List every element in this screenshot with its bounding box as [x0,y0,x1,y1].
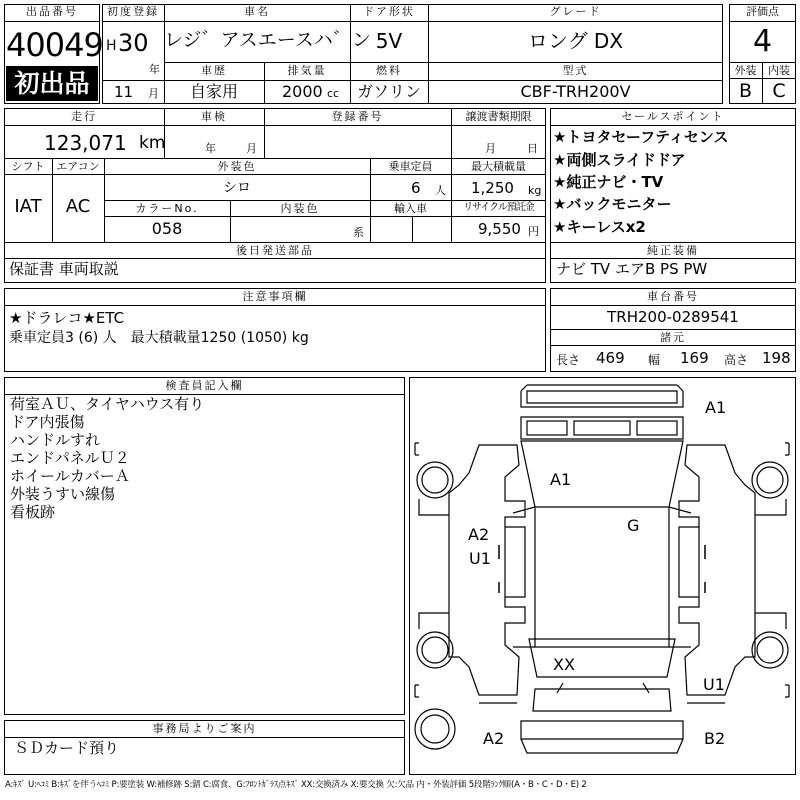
sales-point-4: ★バックモニター [553,195,672,213]
aircon-value: AC [65,196,91,217]
door-value: 5V [375,29,403,53]
int-color-label: 内装色 [280,202,320,215]
color-no-label: カラーNo. [135,202,199,215]
recycle-unit: 円 [528,225,539,238]
width-value: 169 [680,349,709,367]
capacity-label: 乗車定員 [388,160,433,173]
capacity-unit: 人 [435,184,446,197]
diagram-mark-a2-side: A2 [468,525,490,544]
windshield [521,417,683,439]
inspector-line-4: エンドパネルＵ２ [10,449,130,467]
width-label: 幅 [648,353,661,367]
diagram-mark-g: G [627,516,640,535]
chassis-value: TRH200-0289541 [607,308,739,326]
inspector-line-5: ホイールカバーＡ [10,467,130,485]
recycle-value: 9,550 [478,220,521,238]
inspector-line-7: 看板跡 [10,503,56,521]
import-label: 輸入車 [394,202,427,215]
first-reg-year-unit: 年 [149,63,160,76]
sales-point-5: ★キーレスx2 [553,218,646,236]
displacement-unit: cc [327,87,340,100]
length-label: 長さ [556,353,581,367]
inspection-year-unit: 年 [205,142,216,155]
mileage-unit: km [139,133,166,153]
ext-score-value: B [738,80,753,102]
shift-label: シフト [11,160,45,173]
car-name-value: レジ゛アスエースハ゛ン [164,29,371,51]
ext-score-label: 外装 [734,64,757,77]
lot-label: 出品番号 [26,5,78,18]
score-value: 4 [752,24,773,59]
first-listing-text: 初出品 [14,69,90,98]
inspector-line-2: ドア内張傷 [10,413,85,431]
reg-number-label: 登録番号 [331,110,384,123]
door-label: ドア形状 [363,5,415,18]
grade-label: グレード [549,5,602,18]
diagram-mark-a2-rear: A2 [483,729,505,748]
length-value: 469 [596,349,625,367]
int-score-value: C [772,80,786,102]
rear-window [529,639,675,677]
inspector-line-3: ハンドルすれ [10,431,101,449]
max-load-unit: kg [528,184,542,197]
office-value: ＳＤカード預り [14,739,120,757]
sales-point-3: ★純正ナビ・TV [553,173,664,191]
car-name-label: 車名 [244,5,270,18]
history-label: 車歴 [201,64,227,77]
grade-value: ロング DX [527,29,624,53]
diagram-mark-a1-front: A1 [705,398,727,417]
diagram-mark-b2-rear: B2 [704,729,726,748]
diagram-mark-u1-side: U1 [469,549,491,568]
damage-diagram [409,377,796,775]
notes-line-2: 乗車定員3 (6) 人 最大積載量1250 (1050) kg [9,330,309,346]
mileage-value: 123,071 [44,131,127,155]
first-reg-month-unit: 月 [148,87,159,100]
notes-label: 注意事項欄 [242,290,308,303]
displacement-label: 排気量 [287,64,327,77]
inspection-label: 車検 [201,110,227,123]
first-reg-label: 初度登録 [107,5,159,18]
rear-bumper [521,721,683,739]
diagram-mark-a1-roof: A1 [550,470,572,489]
lot-number: 40049 [6,26,103,64]
recycle-label: リサイクル預託金 [463,202,534,213]
transfer-month-unit: 月 [485,142,496,155]
diagram-mark-xx: XX [553,655,575,674]
fuel-label: 燃料 [376,64,402,77]
transfer-doc-label: 譲渡書類期限 [465,110,532,123]
sales-point-2: ★両側スライドドア [553,151,686,169]
legend-text: A:ｷｽﾞ U:ﾍｺﾐ B:ｷｽﾞを伴うﾍｺﾐ P:要塗装 W:補修跡 S:錆 C:腐食、G:ﾌﾛﾝﾄｶﾞﾗｽ点ｷｽﾞ XX:交換済み X:要交換 欠:欠品 内・外装評価 5段階ﾗﾝｸ順(A・B・C・D・E) 2 [5,780,587,790]
ext-color-label: 外装色 [217,160,257,173]
score-label: 評価点 [746,5,779,18]
int-score-label: 内装 [768,64,790,77]
history-value: 自家用 [189,82,238,101]
max-load-value: 1,250 [471,179,514,197]
specs-label: 諸元 [660,331,686,344]
inspection-month-unit: 月 [246,142,257,155]
equipment-value: ナビ TV エアB PS PW [556,260,708,278]
model-label: 型式 [562,64,589,77]
max-load-label: 最大積載量 [471,160,526,173]
model-value: CBF-TRH200V [520,82,631,101]
height-label: 高さ [724,353,749,367]
diagram-mark-u1-rear: U1 [703,675,725,694]
shift-value: IAT [14,196,42,217]
first-reg-month: 11 [114,83,134,101]
equipment-label: 純正装備 [647,244,699,257]
roof [521,441,683,507]
later-parts-value: 保証書 車両取説 [9,260,119,278]
office-label: 事務局よりご案内 [152,722,257,735]
transfer-day-unit: 日 [527,142,538,155]
inspector-line-1: 荷室ＡＵ、タイヤハウス有り [10,395,205,413]
notes-line-1: ★ドラレコ★ETC [9,309,125,327]
capacity-value: 6 [411,179,421,197]
first-reg-era: H [106,38,117,54]
mileage-label: 走行 [71,110,97,123]
body-outline [449,445,525,695]
color-no-value: 058 [151,219,183,238]
inspector-line-6: 外装うすい線傷 [10,485,116,503]
front-bumper [521,385,683,407]
ext-color-value: シロ [223,180,251,196]
first-reg-year: 30 [118,29,149,57]
chassis-label: 車台番号 [647,290,699,303]
aircon-label: エアコン [56,160,100,173]
height-value: 198 [762,349,791,367]
inspector-label: 検査員記入欄 [165,379,244,392]
sales-point-1: ★トヨタセーフティセンス [553,128,729,146]
sales-points-label: セールスポイント [621,110,725,123]
later-parts-label: 後日発送部品 [236,244,314,257]
fuel-value: ガソリン [356,82,421,101]
int-color-unit: 系 [353,226,364,239]
displacement-value: 2000 [282,82,323,101]
